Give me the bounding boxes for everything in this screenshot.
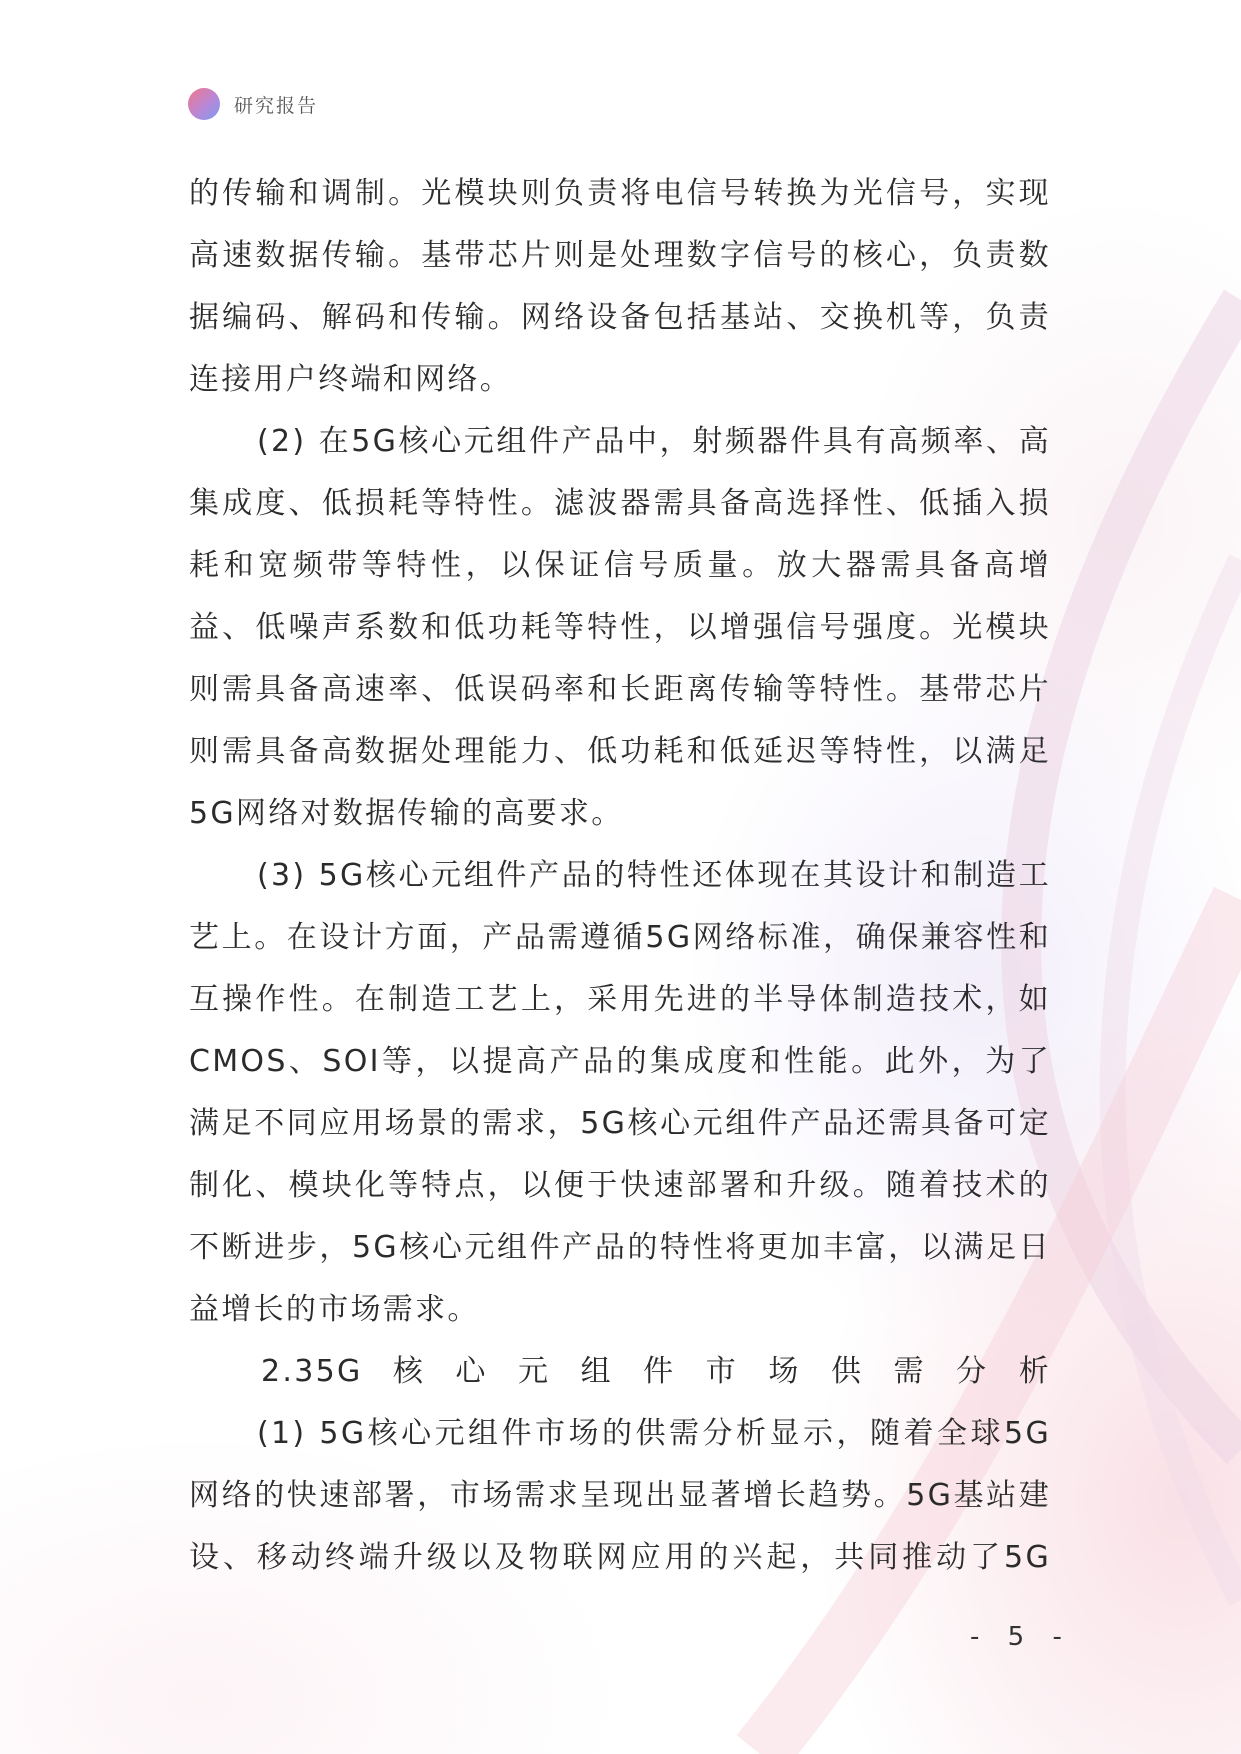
section-heading: 2.35G核心元组件市场供需分析 xyxy=(261,1354,1051,1389)
report-header xyxy=(188,88,318,120)
logo-icon xyxy=(188,88,220,120)
paragraph-section-1: (1) 5G核心元组件市场的供需分析显示，随着全球5G网络的快速部署，市场需求呈现出显著增长趋势。5G基站建设、移动终端升级以及物联网应用的兴起，共同推动了5G xyxy=(189,1416,1051,1575)
body-text xyxy=(189,163,1051,1589)
paragraph-2: (2) 在5G核心元组件产品中，射频器件具有高频率、高集成度、低损耗等特性。滤波器需具备高选择性、低插入损耗和宽频带等特性，以保证信号质量。放大器需具备高增益、低噪声系数和低功耗等特性，以增强信号强度。光模块则需具备高速率、低误码率和长距离传输等特性。基带芯片则需具备高数据处理能力、低功耗和低延迟等特性，以满足5G网络对数据传输的高要求。 xyxy=(189,424,1051,831)
paragraph-3: (3) 5G核心元组件产品的特性还体现在其设计和制造工艺上。在设计方面，产品需遵循5G网络标准，确保兼容性和互操作性。在制造工艺上，采用先进的半导体制造技术，如CMOS、SOI等，以提高产品的集成度和性能。此外，为了满足不同应用场景的需求，5G核心元组件产品还需具备可定制化、模块化等特点，以便于快速部署和升级。随着技术的不断进步，5G核心元组件产品的特性将更加丰富，以满足日益增长的市场需求。 xyxy=(189,858,1051,1327)
page-number: - 5 - xyxy=(970,1622,1072,1652)
paragraph-continuation: 的传输和调制。光模块则负责将电信号转换为光信号，实现高速数据传输。基带芯片则是处理数字信号的核心，负责数据编码、解码和传输。网络设备包括基站、交换机等，负责连接用户终端和网络。 xyxy=(189,176,1051,397)
header-title: 研究报告 xyxy=(234,94,319,117)
